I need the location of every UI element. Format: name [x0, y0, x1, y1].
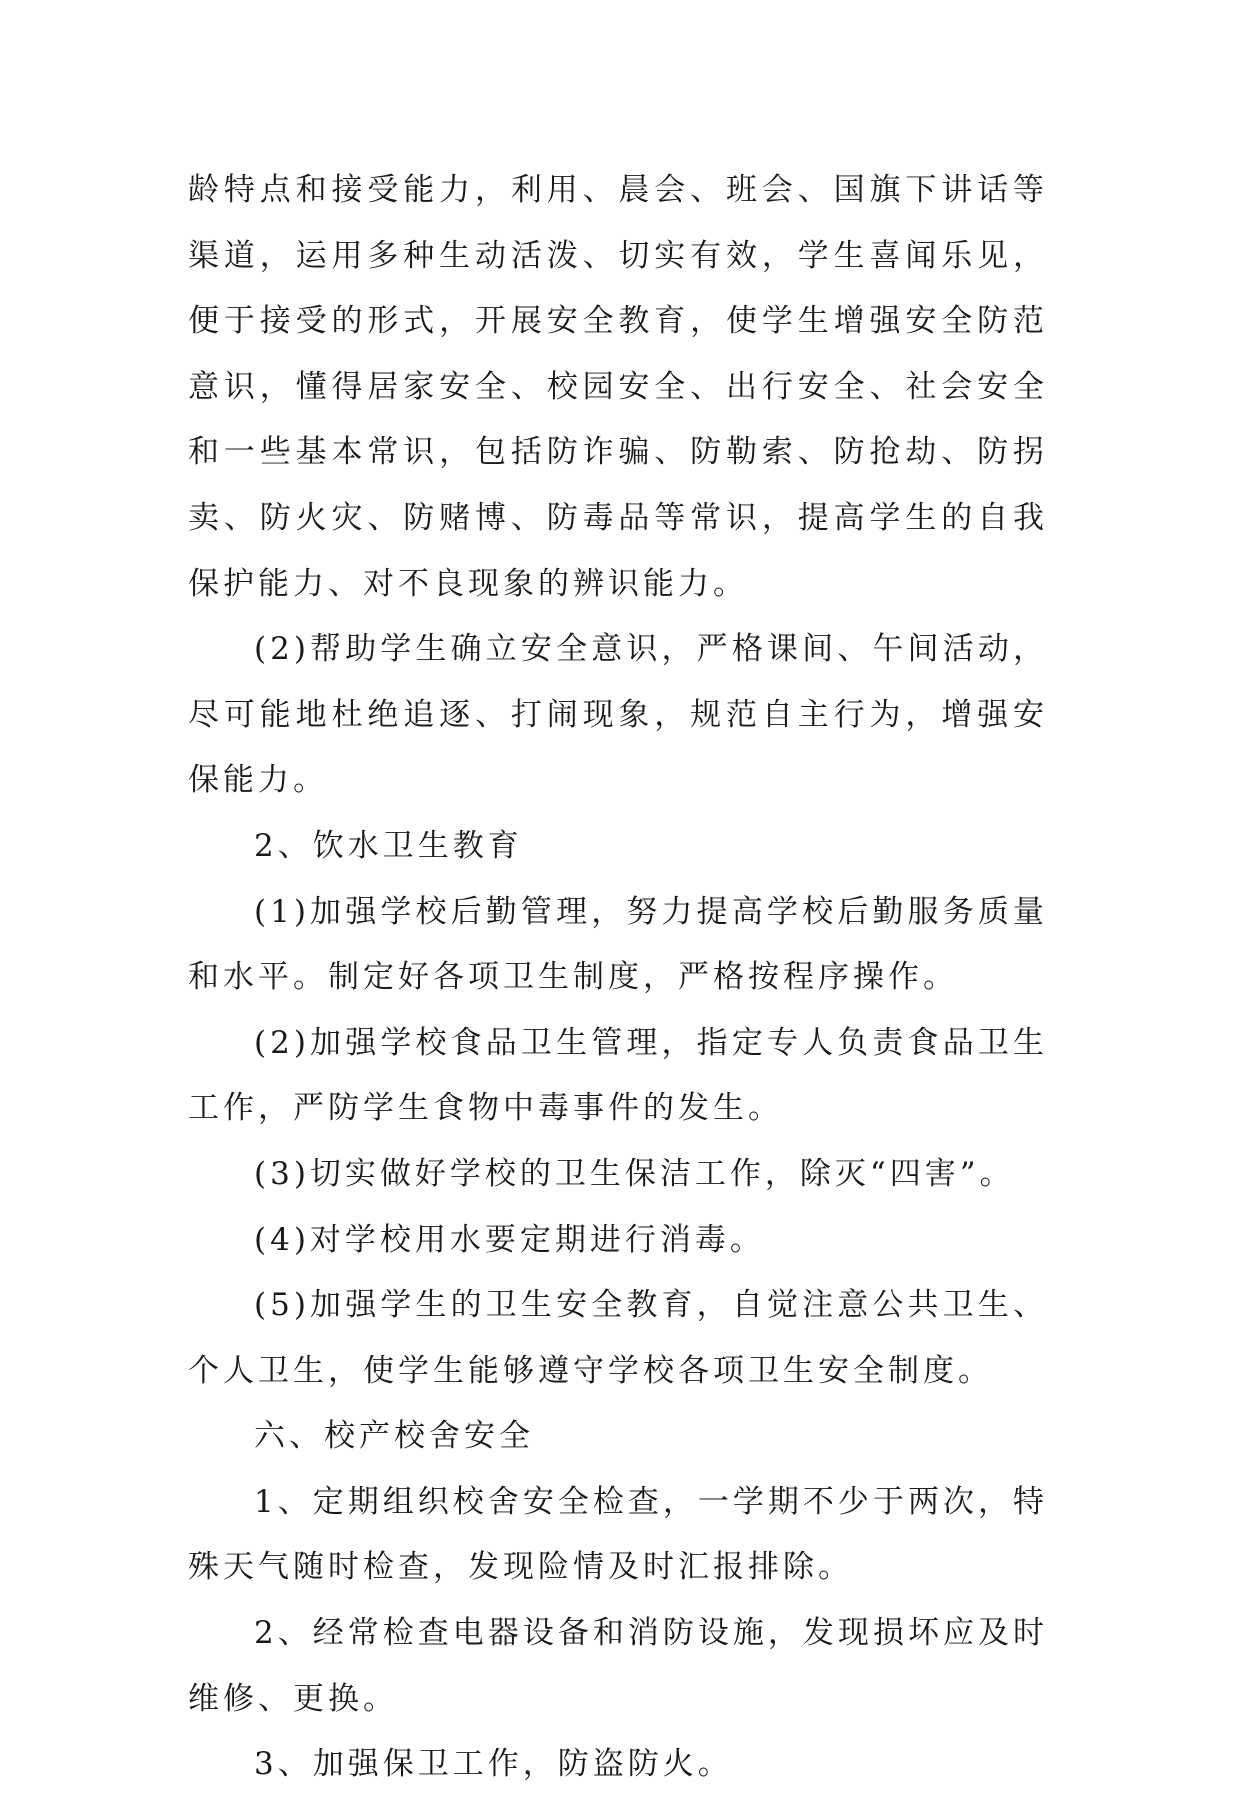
paragraph-cleaning: (3)切实做好学校的卫生保洁工作，除灭“四害”。: [254, 1155, 1015, 1192]
paragraph-food-hygiene: (2)加强学校食品卫生管理，指定专人负责食品卫生工作，严防学生食物中毒事件的发生。: [188, 1024, 1048, 1127]
paragraph-equipment-check: 2、经常检查电器设备和消防设施，发现损坏应及时维修、更换。: [188, 1615, 1048, 1717]
paragraph-continuation: 龄特点和接受能力，利用、晨会、班会、国旗下讲话等渠道，运用多种生动活泼、切实有效，学生喜闻乐见，便于接受的形式，开展安全教育，使学生增强安全防范意识，懂得居家安全、校园安全、出行安全、社会安全和一些基本常识，包括防诈骗、防勒索、防抢劫、防拐卖、防火灾、防赌博、防毒品等常识，提高学生的自我保护能力、对不良现象的辨识能力。: [188, 172, 1048, 602]
section-heading-campus-safety: 六、校产校舍安全: [254, 1418, 534, 1455]
paragraph-water-disinfection: (4)对学校用水要定期进行消毒。: [254, 1221, 765, 1258]
paragraph-safety-awareness: (2)帮助学生确立安全意识，严格课间、午间活动，尽可能地杜绝追逐、打闹现象，规范自主行为，增强安保能力。: [188, 631, 1048, 799]
paragraph-security-work: 3、加强保卫工作，防盗防火。: [254, 1746, 733, 1783]
document-body: [188, 158, 1048, 1798]
paragraph-hygiene-education: (5)加强学生的卫生安全教育，自觉注意公共卫生、个人卫生，使学生能够遵守学校各项卫生安全制度。: [188, 1287, 1048, 1389]
paragraph-logistics-management: (1)加强学校后勤管理，努力提高学校后勤服务质量和水平。制定好各项卫生制度，严格按程序操作。: [188, 893, 1048, 996]
section-heading-water-hygiene: 2、饮水卫生教育: [254, 827, 523, 864]
paragraph-building-inspection: 1、定期组织校舍安全检查，一学期不少于两次，特殊天气随时检查，发现险情及时汇报排除。: [188, 1483, 1048, 1586]
